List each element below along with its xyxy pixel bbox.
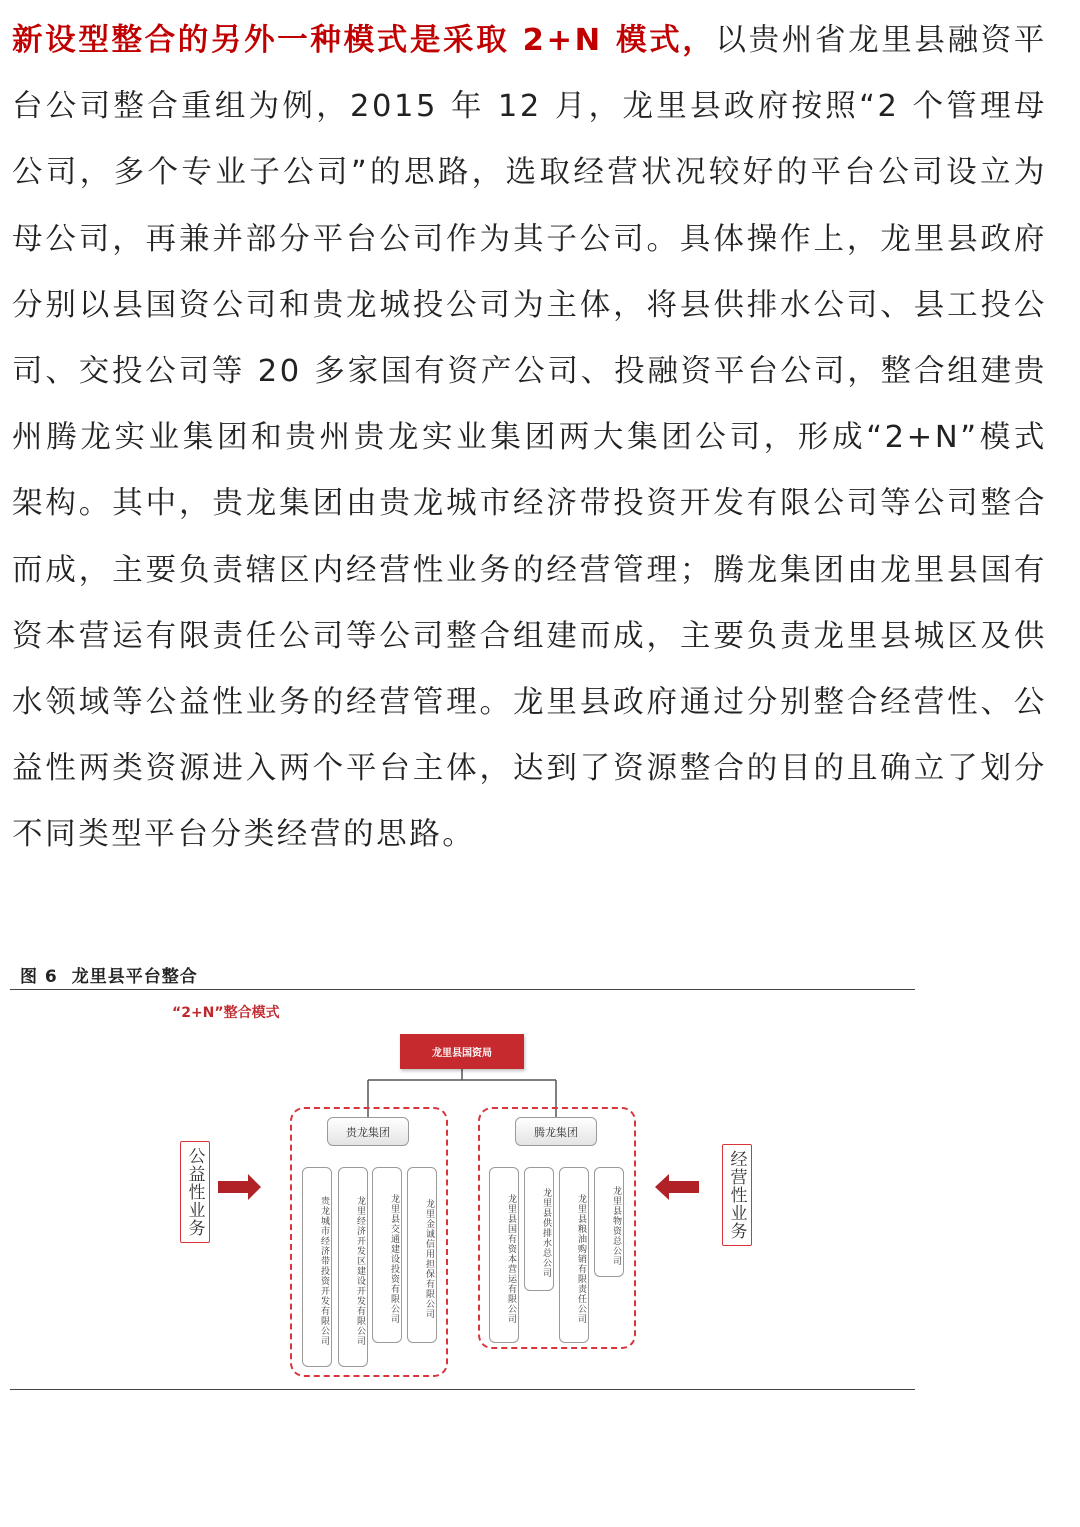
right-subsidiary-1: 龙里县国有资本营运有限公司 bbox=[489, 1167, 519, 1343]
left-subsidiary-2: 龙里经济开发区建设开发有限公司 bbox=[338, 1167, 368, 1367]
right-side-label: 经营性业务 bbox=[722, 1144, 752, 1246]
right-arrow-icon bbox=[655, 1174, 699, 1200]
article-body: 以贵州省龙里县融资平台公司整合重组为例，2015 年 12 月，龙里县政府按照“2 个管理母公司，多个专业子公司”的思路，选取经营状况较好的平台公司设立为母公司，再兼并部分平台公司作为其子公司。具体操作上，龙里县政府分别以县国资公司和贵龙城投公司为主体，将县供排水公司、县工投公司、交投公司等 20 多家国有资产公司、投融资平台公司，整合组建贵州腾龙实业集团和贵州贵龙实业集团两大集团公司，形成“2+N”模式架构。其中，贵龙集团由贵龙城市经济带投资开发有限公司等公司整合而成，主要负责辖区内经营性业务的经营管理；腾龙集团由龙里县国有资本营运有限责任公司等公司整合组建而成，主要负责龙里县城区及供水领域等公益性业务的经营管理。龙里县政府通过分别整合经营性、公益性两类资源进入两个平台主体，达到了资源整合的目的且确立了划分不同类型平台分类经营的思路。 bbox=[12, 23, 1047, 853]
figure-number: 图 6 bbox=[20, 967, 58, 987]
right-subsidiary-2: 龙里县供排水总公司 bbox=[524, 1167, 554, 1291]
left-group-head: 贵龙集团 bbox=[327, 1117, 409, 1146]
figure-caption-text: 龙里县平台整合 bbox=[71, 967, 198, 987]
right-subsidiary-4: 龙里县物资总公司 bbox=[594, 1167, 624, 1277]
left-side-label: 公益性业务 bbox=[180, 1141, 210, 1243]
left-arrow-icon bbox=[218, 1174, 261, 1200]
left-subsidiary-4: 龙里金诚信用担保有限公司 bbox=[407, 1167, 437, 1343]
mode-title: “2+N”整合模式 bbox=[172, 1005, 280, 1021]
right-group-head: 腾龙集团 bbox=[515, 1117, 597, 1146]
article-lead: 新设型整合的另外一种模式是采取 2+N 模式， bbox=[12, 23, 716, 58]
left-subsidiary-1: 贵龙城市经济带投资开发有限公司 bbox=[302, 1167, 332, 1367]
left-subsidiary-3: 龙里县交通建设投资有限公司 bbox=[372, 1167, 402, 1343]
right-subsidiary-3: 龙里县粮油购销有限责任公司 bbox=[559, 1167, 589, 1343]
root-node: 龙里县国资局 bbox=[400, 1034, 524, 1069]
